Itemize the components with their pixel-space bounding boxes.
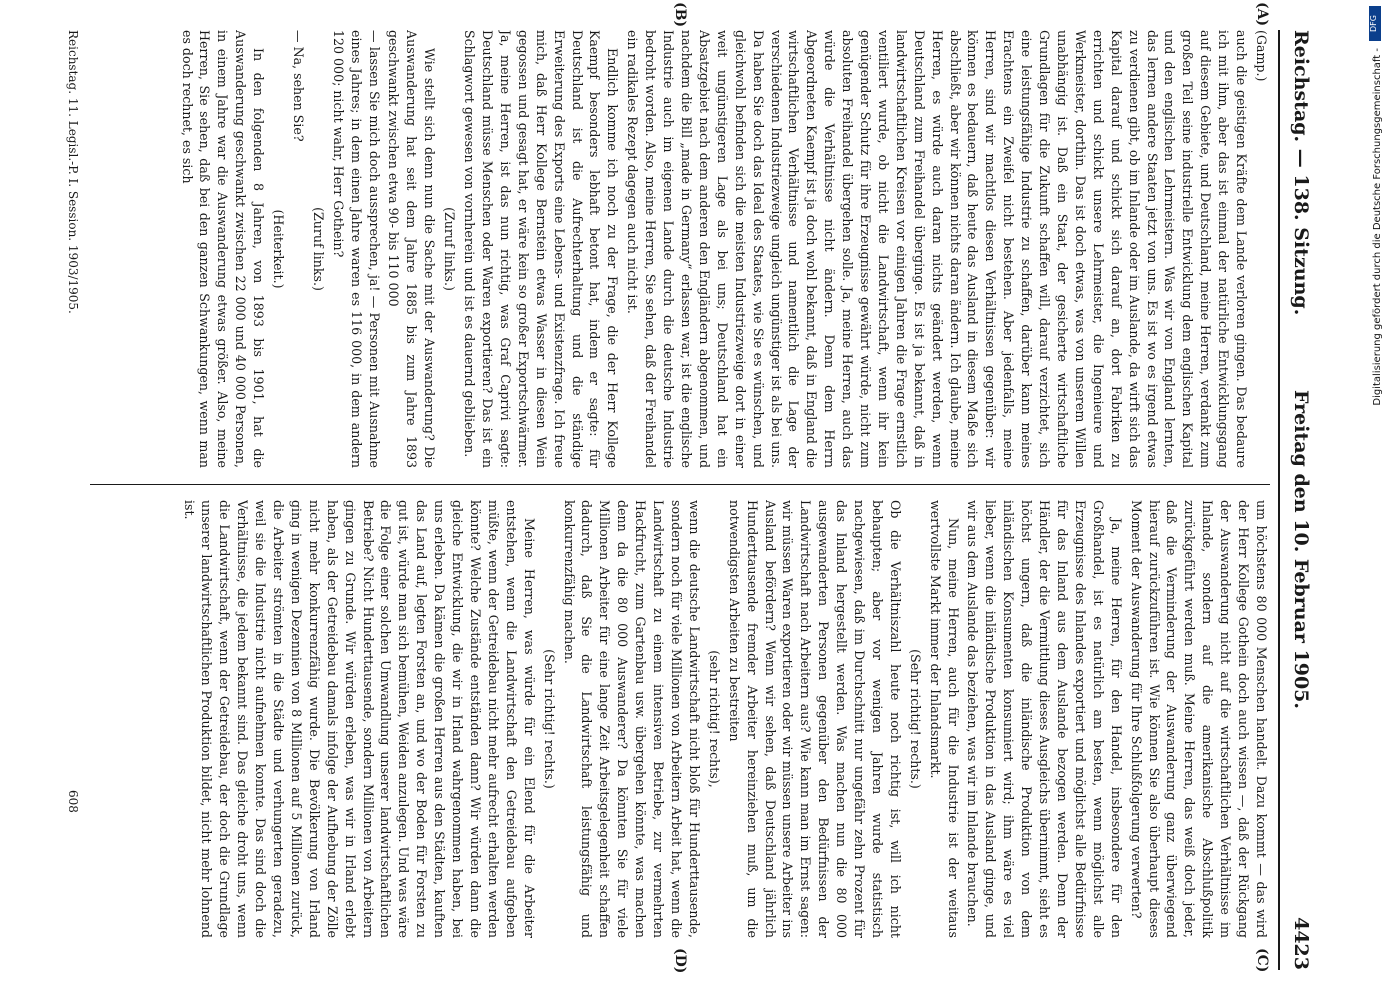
right-column-paragraph: Ob die Verhältniszahl heute noch richtig ist, will ich nicht behaupten; aber vor wenigen Jahren wurde statistisch nachgewiesen, daß im Durchschnitt nur ungefähr zehn Prozent für das Inland hergestellt werden. Was machen nun die 80 000 ausgewanderten Personen gegenüber den Bedürfnissen der Landwirtschaft nach Arbeitern aus? Wie kann man im Ernst sagen: wir müssen Waren exportieren oder wir müssen unsere Arbeiter ins Ausland befördern? Wenn wir sehen, daß Deutschland jährlich Hunderttausende fremder Arbeiter hereinziehen muß, um die notwendigsten Arbeiten zu bestreiten (726, 500, 903, 938)
left-column-paragraph: Endlich komme ich noch zu der Frage, die der Herr Kollege Kaempf besonders lebhaft betont hat, indem er sagte: für Deutschland ist die Aufrechterhaltung und die ständige Erweiterung des Exports eine Lebens- und Existenzfrage. Ich freue mich, daß Herr Kollege Bernstein etwas Wasser in diesen Wein gegossen und gesagt hat, er wäre kein so großer Exportschwärmer. Ja, meine Herren, ist das nun richtig, was Graf Caprivi sagte: Deutschland müsse Menschen oder Waren exportieren? Das ist ein Schlagwort gewesen von vornherein und ist es dauernd geblieben. (462, 30, 621, 468)
right-column-paragraph: (Sehr richtig! rechts.) (541, 649, 557, 789)
right-column-paragraph: wenn die deutsche Landwirtschaft nicht bloß für Hunderttausende, sondern noch für viele Millionen von Arbeitern Arbeit hat, wenn die Landwirtschaft zu einem intensiven Betriebe, zur vermehrten Hackfrucht, zum Gartenbau usw. übergehen könnte, was machen denn da die 80 000 Auswanderer? Da könnten Sie für viele Millionen Arbeiter für eine lange Zeit Arbeitsgelegenheit schaffen dadurch, daß Sie die Landwirtschaft leistungsfähig und konkurrenzfähig machen. (561, 500, 702, 938)
left-column-paragraph: Wie stellt sich denn nun die Sache mit der Auswanderung? Die Auswanderung hat seit dem Jahre 1885 bis zum Jahre 1893 geschwankt zwischen etwa 90- bis 110 000 (386, 30, 438, 468)
header-date: Freitag den 10. Februar 1905. (1290, 390, 1312, 710)
page-footer: Reichstag. 11. Legisl.-P. I. Session. 1903/1905. (66, 30, 80, 314)
right-text-column (90, 500, 1270, 938)
margin-mark-b: (B) (672, 2, 688, 28)
left-text-column (90, 30, 1270, 468)
dfg-logo: DFG (1369, 6, 1381, 41)
left-column-paragraph: — lassen Sie mich doch aussprechen, ja! — Personen mit Ausnahme eines Jahres; in dem einen Jahre waren es 116 000, in dem andern 120 000; nicht wahr, Herr Gothein? (330, 30, 382, 468)
left-column-paragraph: — Na, sehen Sie? (290, 30, 306, 142)
margin-mark-d: (D) (672, 948, 688, 974)
header-page-number: 4423 (1290, 917, 1312, 970)
margin-mark-c: (C) (1254, 948, 1270, 973)
right-column-paragraph: um höchstens 80 000 Menschen handelt. Dazu kommt — das wird der Herr Kollege Gothein doch auch wissen —, daß der Rückgang der Auswanderung nicht auf die wirtschaftlichen Verhältnisse im Inlande, sondern auf die amerikanische Abschlußpolitik zurückgeführt werden muß. Meine Herren, das weiß doch jeder, daß die Verminderung der Auswanderung ganz überwiegend hierauf zurückzuführen ist. Wie können Sie also überhaupt dieses Moment der Auswanderung für Ihre Schlußfolgerung verwerten? (1128, 500, 1269, 938)
margin-mark-a: (A) (1254, 2, 1270, 27)
header-session: Reichstag. — 138. Sitzung. (1290, 30, 1312, 316)
left-column-paragraph: auch die geistigen Kräfte dem Lande verloren gingen. Das bedaure ich mit ihm, aber das ist einmal der natürliche Entwicklungsgang auf diesem Gebiete, und Deutschland, meine Herren, verdankt zum großen Teil seine industrielle Entwicklung dem englischen Kapital und den englischen Lehrmeistern. Was wir von England lernten, das lernen andere Staaten jetzt von uns. Es ist wo es irgend etwas zu verdienen gibt, ob im Inlande oder im Auslande, da wirft sich das Kapital darauf und schickt sich darauf an, dort Fabriken zu errichten und schickt unsere Lehrmeister, die Ingenieure und Werkmeister, dorthin. Das ist doch etwas, was von unserem Willen unabhängig ist. Daß ein Staat, der gesicherte wirtschaftliche Grundlagen für die Zukunft schaffen will, darauf verzichtet, sich eine leistungsfähige Industrie zu schaffen, darüber kann meines Erachtens ein Zweifel nicht bestehen. Aber jedenfalls, meine Herren, sind wir machtlos diesen Verhältnissen gegenüber: wir können es bedauern, daß heute das Ausland in diesem Maße sich abschließt, aber wir können nichts daran ändern. Ich glaube, meine Herren, es würde auch daran nichts geändert werden, wenn Deutschland zum Freihandel überginge. Es ist ja bekannt, daß in landwirtschaftlichen Kreisen vor einigen Jahren die Frage ernstlich ventiliert wurde, ob nicht die Landwirtschaft, wenn ihr kein genügender Schutz für ihre Erzeugnisse gewährt würde, nicht zum absoluten Freihandel übergehen solle. Ja, meine Herren, auch das würde die Verhältnisse nicht ändern. Denn dem Herrn Abgeordneten Kaempf ist ja doch wohl bekannt, daß in England die wirtschaftlichen Verhältnisse und namentlich die Lage der verschiedenen Industriezweige ungleich ungünstiger ist als bei uns. Da haben Sie doch das Ideal des Staates, wie Sie es wünschen, und gleichwohl befinden sich die meisten Industriezweige dort in einer weit ungünstigeren Lage als bei uns; Deutschland hat ein Absatzgebiet nach dem anderen den Engländern abgenommen, und nachdem die Bill „made in Germany“ erlassen war, ist die englische Industrie auch im eigenen Lande durch die deutsche Industrie bedroht worden. Also, meine Herren, Sie sehen, daß der Freihandel ein radikales Rezept dagegen auch nicht ist. (625, 30, 1250, 468)
left-column-paragraph: (Heiterkeit.) (271, 209, 287, 289)
right-column-paragraph: (Sehr richtig! rechts.) (907, 649, 923, 789)
rotated-page (28, 2, 1318, 974)
left-column-paragraph: (Gamp.) (1254, 30, 1269, 82)
left-column-paragraph: In den folgenden 8 Jahren, von 1893 bis 1901, hat die Auswanderung geschwankt zwischen 22 000 und 40 000 Personen, in einem Jahre war die Auswanderung etwas größer. Also, meine Herren, Sie sehen, daß bei den ganzen Schwankungen, wenn man es doch rechnet, es sich (179, 30, 267, 468)
bottom-page-number: 608 (66, 790, 80, 813)
column-divider (90, 484, 1270, 485)
right-column-paragraph: Meine Herren, was würde für ein Elend für die Arbeiter entstehen, wenn die Landwirtschaft den Getreidebau aufgeben müßte, wenn der Getreidebau nicht mehr aufrecht erhalten werden könnte? Welche Zustände entständen dann? Wir würden dann die gleiche Entwicklung, die wir in Irland wahrgenommen haben, bei uns erleben. Da kämen die großen Herren aus den Städten, kauften das Land auf, legten Forsten an, und wo der Boden für Forsten zu gut ist, würde man sich bemühen, Weiden anzulegen. Und was wäre die Folge einer solchen Umwandlung unserer landwirtschaftlichen Betriebe? Nicht Hunderttausende, sondern Millionen von Arbeitern gingen zu Grunde. Wir würden erleben, was wir in Irland erlebt haben, als der Getreidebau damals infolge der Aufhebung der Zölle nicht mehr konkurrenzfähig wurde. Die Bevölkerung von Irland ging in wenigen Dezennien von 8 Millionen auf 5 Millionen zurück, die Arbeiter strömten in die Städte und verhungerten geradezu, weil sie die Industrie nicht aufnehmen konnte. Das sind doch die Verhältnisse, die jedem bekannt sind. Das gleiche droht uns, wenn die Landwirtschaft, wenn der Getreidebau, der doch die Grundlage unserer landwirtschaftlichen Produktion bildet, nicht mehr lohnend ist. (181, 500, 537, 938)
left-column-paragraph: (Zuruf links.) (310, 207, 326, 291)
page-header (1278, 30, 1318, 970)
right-column-paragraph: (sehr richtig! rechts), (706, 650, 722, 788)
left-column-paragraph: (Zuruf links.) (442, 207, 458, 291)
digitization-credit: Digitalisierung gefördert durch die Deutsche Forschungsgemeinschaft - (1372, 48, 1383, 406)
right-column-paragraph: Nun, meine Herren, auch für die Industrie ist der weitaus wertvollste Markt immer der Inlandsmarkt. (927, 500, 961, 938)
right-column-paragraph: Ja, meine Herren, für den Handel, insbesondere für den Großhandel, ist es natürlich am besten, wenn möglichst alle Erzeugnisse des Inlandes exportiert und möglichst alle Bedürfnisse für das Inland aus dem Auslande bezogen werden. Denn der Händler, der die Vermittlung dieses Ausgleichs übernimmt, sieht es höchst ungern, daß die inländische Produktion von dem inländischen Konsumenten konsumiert wird; ihm wäre es viel lieber, wenn die inländische Produktion in das Ausland ginge, und wir aus dem Auslande das beziehen, was wir im Inlande brauchen. (965, 500, 1124, 938)
